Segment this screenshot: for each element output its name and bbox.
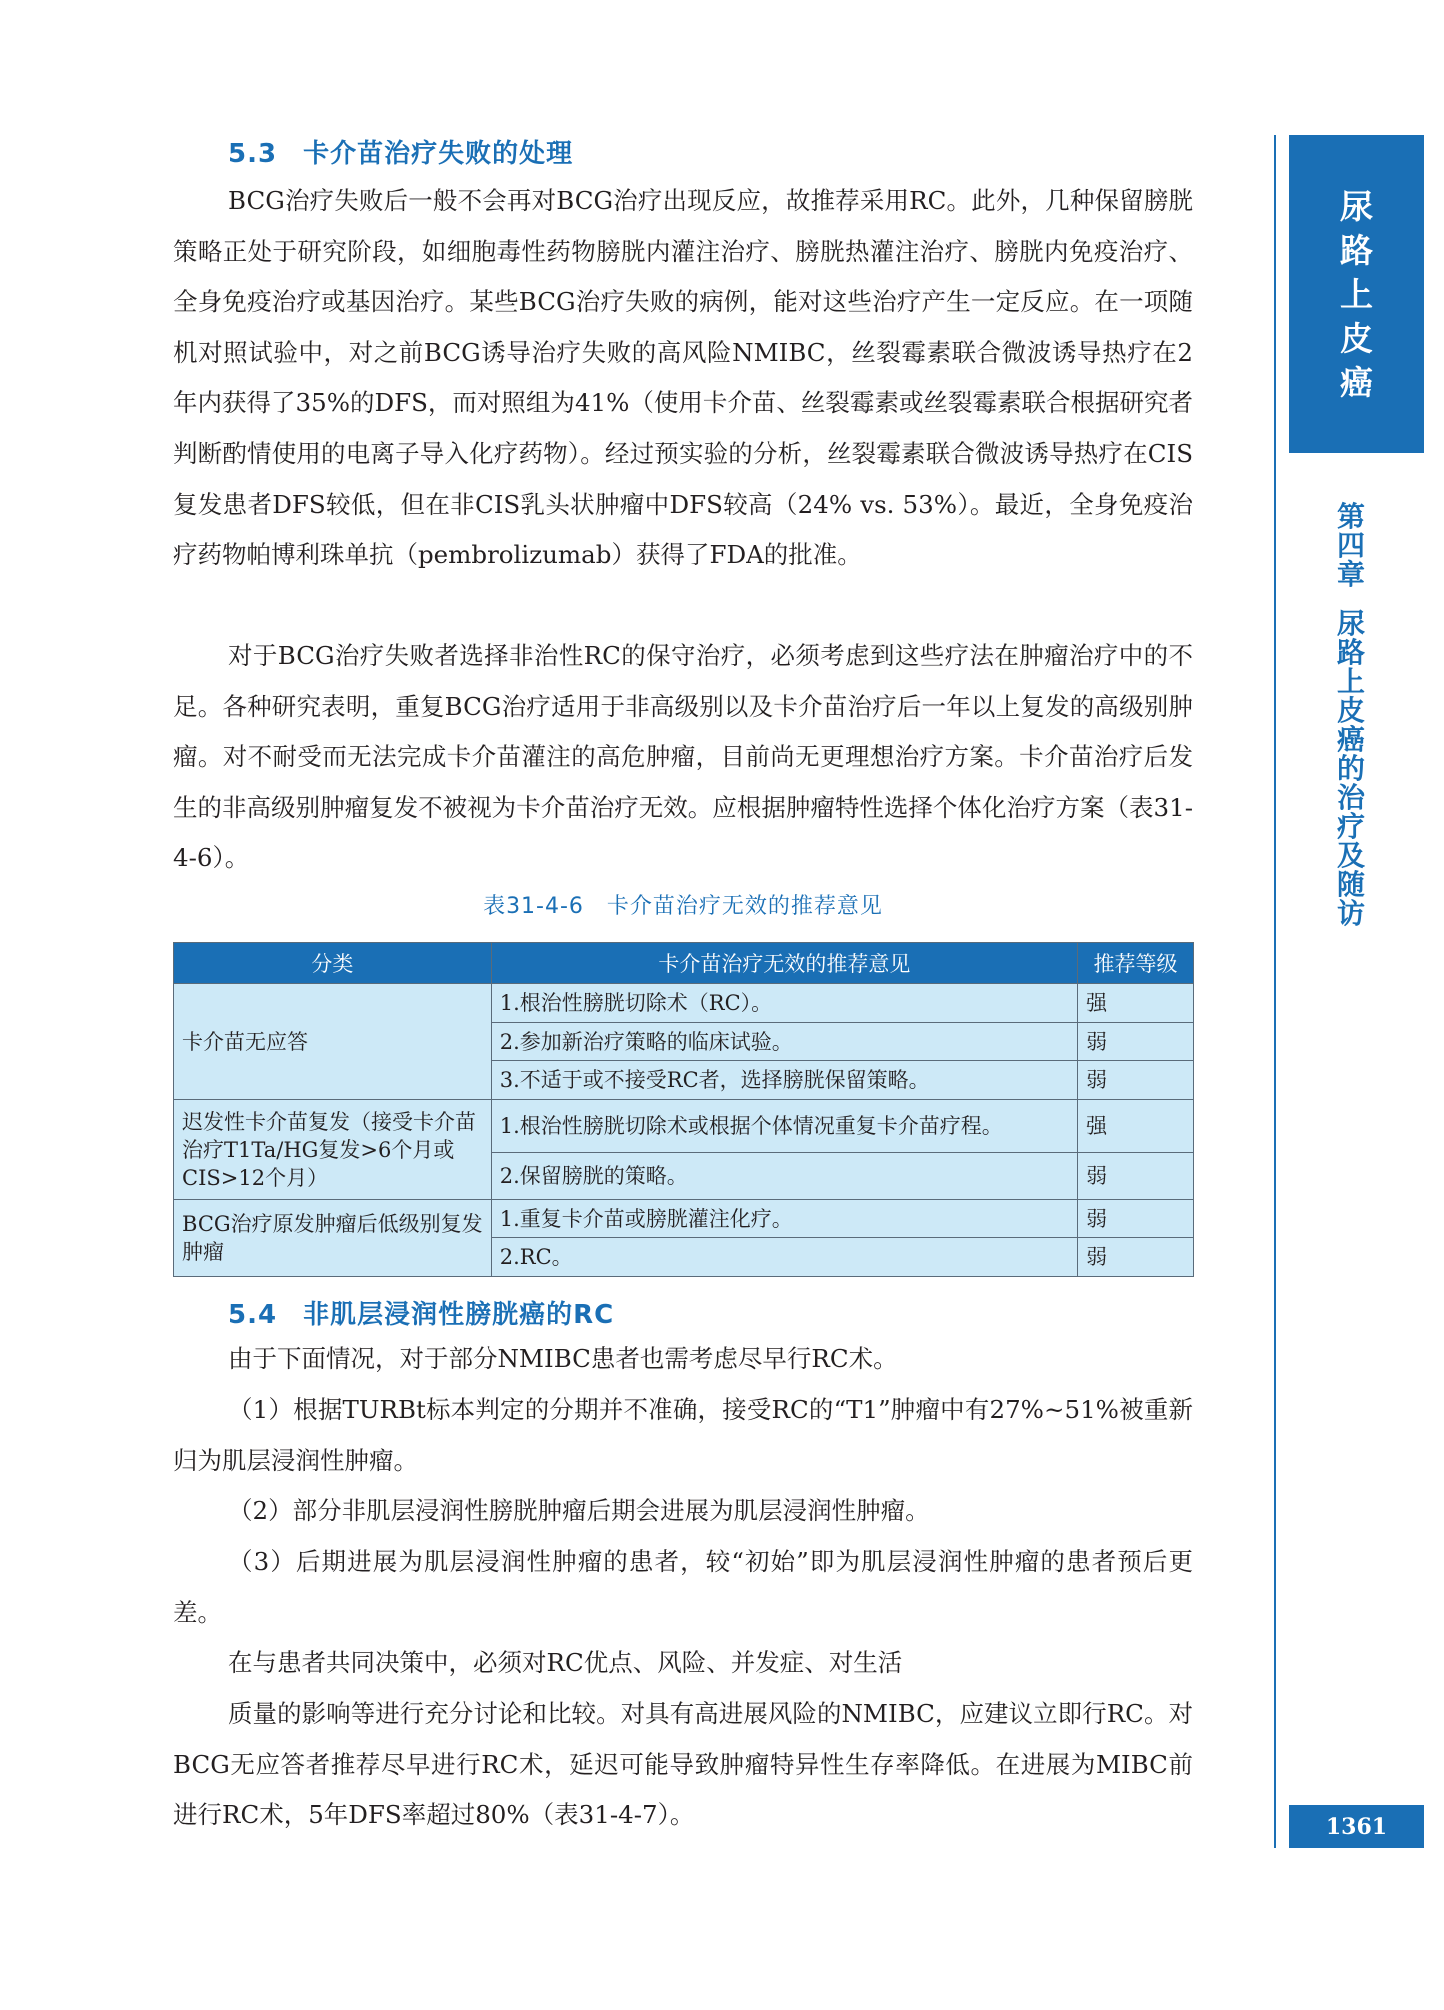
category-cell: 卡介苗无应答 [174,984,492,1100]
page-number: 1361 [1289,1805,1424,1848]
chapter-tab [1289,135,1424,453]
header-recommendation: 卡介苗治疗无效的推荐意见 [491,943,1077,984]
section-number: 5.4 [228,1300,278,1330]
recommendation-cell: 2.参加新治疗策略的临床试验。 [491,1023,1077,1061]
tab-char: 癌 [1340,363,1373,402]
paragraph: BCG治疗失败后一般不会再对BCG治疗出现反应，故推荐采用RC。此外，几种保留膀胱策略正处于研究阶段，如细胞毒性药物膀胱内灌注治疗、膀胱热灌注治疗、膀胱内免疫治疗、全身免疫治疗或基因治疗。某些BCG治疗失败的病例，能对这些治疗产生一定反应。在一项随机对照试验中，对之前BCG诱导治疗失败的高风险NMIBC，丝裂霉素联合微波诱导热疗在2年内获得了35%的DFS，而对照组为41%（使用卡介苗、丝裂霉素或丝裂霉素联合根据研究者判断酌情使用的电离子导入化疗药物）。经过预实验的分析，丝裂霉素联合微波诱导热疗在CIS复发患者DFS较低，但在非CIS乳头状肿瘤中DFS较高（24% vs. 53%）。最近，全身免疫治疗药物帕博利珠单抗（pembrolizumab）获得了FDA的批准。 [173,186,1193,570]
tab-char: 尿 [1340,187,1373,226]
recommendation-table [173,942,1194,1277]
grade-cell: 强 [1078,984,1194,1023]
section-number: 5.3 [228,139,278,169]
recommendation-cell: 3.不适于或不接受RC者，选择膀胱保留策略。 [491,1061,1077,1100]
tab-char: 皮 [1340,319,1373,358]
recommendation-cell: 1.重复卡介苗或膀胱灌注化疗。 [491,1200,1077,1238]
grade-cell: 强 [1078,1100,1194,1153]
header-grade: 推荐等级 [1078,943,1194,984]
recommendation-cell: 1.根治性膀胱切除术（RC）。 [491,984,1077,1023]
tab-char: 路 [1340,231,1373,270]
recommendation-cell: 2.保留膀胱的策略。 [491,1153,1077,1200]
grade-cell: 弱 [1078,1061,1194,1100]
sidebar-rule [1274,135,1276,1848]
chapter-title: 尿 路 上 皮 癌 的 治 疗 及 随 访 [1336,607,1365,930]
table-caption: 表31-4-6 卡介苗治疗无效的推荐意见 [483,894,883,919]
chapter-label: 第 四 章 [1336,500,1365,591]
tab-char: 上 [1340,275,1373,314]
chapter-vertical-title [1330,502,1372,928]
grade-cell: 弱 [1078,1200,1194,1238]
category-cell: 迟发性卡介苗复发（接受卡介苗治疗T1Ta/HG复发>6个月或CIS>12个月） [174,1100,492,1200]
paragraph: 质量的影响等进行充分讨论和比较。对具有高进展风险的NMIBC，应建议立即行RC。对BCG无应答者推荐尽早进行RC术，延迟可能导致肿瘤特异性生存率降低。在进展为MIBC前进行RC术，5年DFS率超过80%（表31-4-7）。 [173,1699,1193,1830]
recommendation-cell: 2.RC。 [491,1238,1077,1277]
section-title-text: 非肌层浸润性膀胱癌的RC [303,1300,615,1330]
paragraph: （1）根据TURBt标本判定的分期并不准确，接受RC的“T1”肿瘤中有27%~51%被重新归为肌层浸润性肿瘤。 [173,1395,1193,1475]
paragraph: （2）部分非肌层浸润性膀胱肿瘤后期会进展为肌层浸润性肿瘤。 [228,1496,930,1525]
table-header-row [174,943,1194,984]
table-row [174,1200,1194,1238]
paragraph: 对于BCG治疗失败者选择非治性RC的保守治疗，必须考虑到这些疗法在肿瘤治疗中的不足。各种研究表明，重复BCG治疗适用于非高级别以及卡介苗治疗后一年以上复发的高级别肿瘤。对不耐受而无法完成卡介苗灌注的高危肿瘤，目前尚无更理想治疗方案。卡介苗治疗后发生的非高级别肿瘤复发不被视为卡介苗治疗无效。应根据肿瘤特性选择个体化治疗方案（表31-4-6）。 [173,641,1193,873]
table-row [174,984,1194,1023]
paragraph: 在与患者共同决策中，必须对RC优点、风险、并发症、对生活 [228,1648,903,1677]
grade-cell: 弱 [1078,1238,1194,1277]
section-heading-5-4 [173,1294,614,1331]
grade-cell: 弱 [1078,1153,1194,1200]
header-category: 分类 [174,943,492,984]
section-title-text: 卡介苗治疗失败的处理 [303,139,574,169]
grade-cell: 弱 [1078,1023,1194,1061]
category-cell: BCG治疗原发肿瘤后低级别复发肿瘤 [174,1200,492,1277]
table-row [174,1100,1194,1153]
paragraph: （3）后期进展为肌层浸润性肿瘤的患者，较“初始”即为肌层浸润性肿瘤的患者预后更差。 [173,1547,1193,1627]
recommendation-cell: 1.根治性膀胱切除术或根据个体情况重复卡介苗疗程。 [491,1100,1077,1153]
paragraph: 由于下面情况，对于部分NMIBC患者也需考虑尽早行RC术。 [228,1344,898,1373]
section-heading-5-3 [173,133,573,170]
